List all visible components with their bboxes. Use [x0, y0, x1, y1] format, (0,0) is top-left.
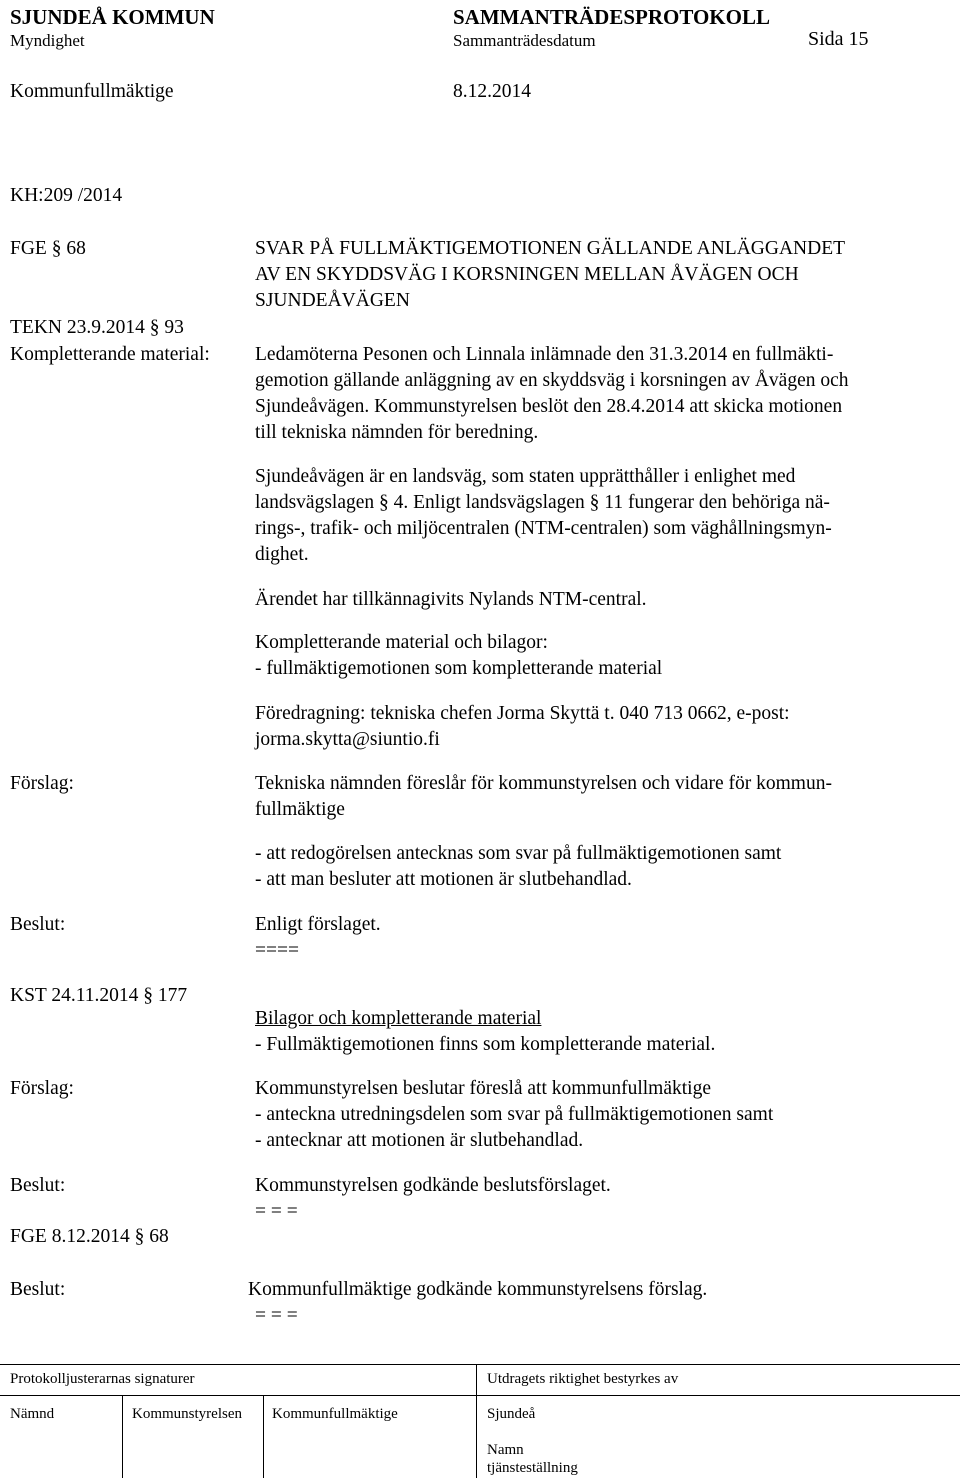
proposal-1-item-2: - att man besluter att motionen är slutbehandlad.: [255, 869, 632, 890]
proposal-2-line-3: - antecknar att motionen är slutbehandlad.: [255, 1130, 584, 1151]
proposal-2-line-1: Kommunstyrelsen beslutar föreslå att kommunfullmäktige: [255, 1078, 711, 1099]
proposal-1-item-1: - att redogörelsen antecknas som svar på fullmäktigemotionen samt: [255, 843, 782, 864]
footer-title-label: tjänsteställning: [487, 1460, 578, 1476]
proposal-1-line-2: fullmäktige: [255, 799, 345, 820]
meeting-body: Kommunfullmäktige: [10, 81, 174, 102]
p1-line-2: gemotion gällande anläggning av en skyddsväg i korsningen av Åvägen och: [255, 370, 849, 391]
p2-line-2: landsvägslagen § 4. Enligt landsvägslagen § 11 fungerar den behöriga nä-: [255, 492, 830, 513]
case-number: KH:209 /2014: [10, 185, 123, 206]
decision-label-3: Beslut:: [10, 1279, 66, 1300]
fge-reference-2: FGE 8.12.2014 § 68: [10, 1226, 169, 1247]
title-line-3: SJUNDEÅVÄGEN: [255, 290, 410, 311]
decision-1-line-2: ====: [255, 940, 299, 961]
p1-line-1: Ledamöterna Pesonen och Linnala inlämnade den 31.3.2014 en fullmäkti-: [255, 344, 834, 365]
p1-line-4: till tekniska nämnden för beredning.: [255, 422, 539, 443]
proposal-label-2: Förslag:: [10, 1078, 74, 1099]
footer-col-council: Kommunfullmäktige: [272, 1406, 398, 1422]
footer-divider-2: [263, 1395, 264, 1478]
footer-col-board: Kommunstyrelsen: [132, 1406, 242, 1422]
tekn-reference: TEKN 23.9.2014 § 93: [10, 317, 184, 338]
decision-2-line-1: Kommunstyrelsen godkände beslutsförslaget.: [255, 1175, 611, 1196]
page-number: Sida 15: [808, 28, 869, 50]
footer-rule-top: [0, 1364, 960, 1365]
decision-3-line-2: = = =: [255, 1305, 298, 1326]
p4-line-2: - fullmäktigemotionen som kompletterande material: [255, 658, 663, 679]
decision-label-2: Beslut:: [10, 1175, 66, 1196]
supplementary-label: Kompletterande material:: [10, 344, 210, 365]
footer-name-label: Namn: [487, 1442, 524, 1458]
p2-line-4: dighet.: [255, 544, 309, 565]
title-line-1: SVAR PÅ FULLMÄKTIGEMOTIONEN GÄLLANDE ANLÄGGANDET: [255, 238, 846, 259]
p5-line-2: jorma.skytta@siuntio.fi: [255, 729, 440, 750]
p2-line-1: Sjundeåvägen är en landsväg, som staten upprätthåller i enlighet med: [255, 466, 796, 487]
p4-line-1: Kompletterande material och bilagor:: [255, 632, 548, 653]
proposal-label-1: Förslag:: [10, 773, 74, 794]
footer-divider-main: [476, 1364, 477, 1478]
p3-line: Ärendet har tillkännagivits Nylands NTM-central.: [255, 589, 647, 610]
p1-line-3: Sjundeåvägen. Kommunstyrelsen beslöt den 28.4.2014 att skicka motionen: [255, 396, 843, 417]
proposal-1-line-1: Tekniska nämnden föreslår för kommunstyrelsen och vidare för kommun-: [255, 773, 832, 794]
decision-1-line-1: Enligt förslaget.: [255, 914, 381, 935]
title-line-2: AV EN SKYDDSVÄG I KORSNINGEN MELLAN ÅVÄGEN OCH: [255, 264, 799, 285]
kst-reference: KST 24.11.2014 § 177: [10, 985, 188, 1006]
p5-line-1: Föredragning: tekniska chefen Jorma Skyttä t. 040 713 0662, e-post:: [255, 703, 790, 724]
authority-name: SJUNDEÅ KOMMUN: [10, 5, 215, 29]
signatures-label: Protokolljusterarnas signaturer: [10, 1371, 195, 1387]
fge-reference: FGE § 68: [10, 238, 86, 259]
decision-label-1: Beslut:: [10, 914, 66, 935]
decision-2-line-2: = = =: [255, 1201, 298, 1222]
footer-rule-mid: [0, 1395, 960, 1396]
document-type: SAMMANTRÄDESPROTOKOLL: [453, 5, 770, 29]
decision-3-line-1: Kommunfullmäktige godkände kommunstyrelsens förslag.: [248, 1279, 708, 1300]
proposal-2-line-2: - anteckna utredningsdelen som svar på fullmäktigemotionen samt: [255, 1104, 774, 1125]
footer-municipality: Sjundeå: [487, 1406, 536, 1422]
meeting-date: 8.12.2014: [453, 81, 531, 102]
p2-line-3: rings-, trafik- och miljöcentralen (NTM-centralen) som väghållningsmyn-: [255, 518, 832, 539]
extract-label: Utdragets riktighet bestyrkes av: [487, 1371, 679, 1387]
attachments-line: - Fullmäktigemotionen finns som kompletterande material.: [255, 1034, 716, 1055]
attachments-heading: Bilagor och kompletterande material: [255, 1008, 542, 1029]
authority-label: Myndighet: [10, 31, 85, 50]
footer-divider-1: [122, 1395, 123, 1478]
footer-col-body: Nämnd: [10, 1406, 55, 1422]
date-label: Sammanträdesdatum: [453, 31, 596, 50]
